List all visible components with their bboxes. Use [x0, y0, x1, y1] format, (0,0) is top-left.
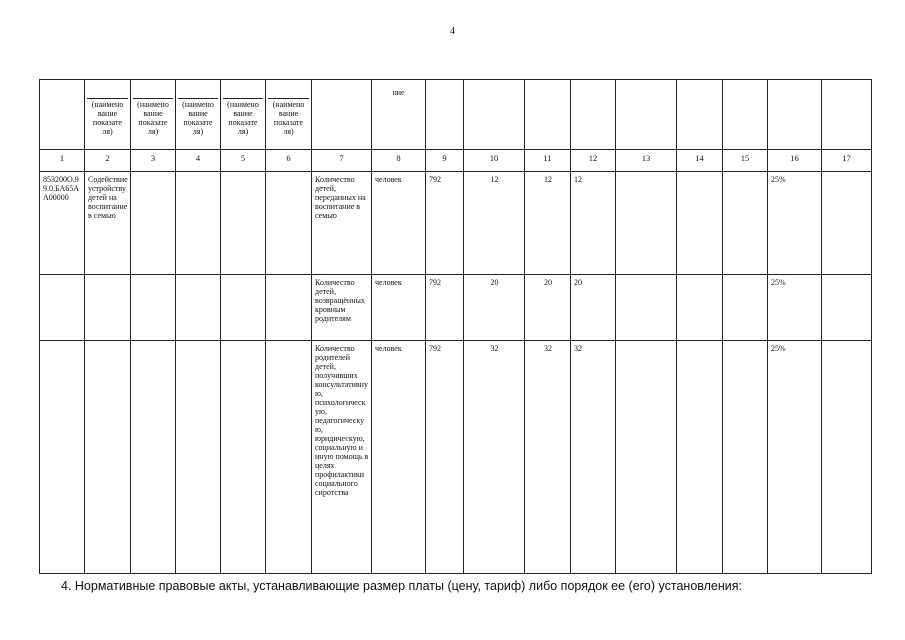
empty-cell — [221, 172, 266, 275]
okei-code: 792 — [426, 341, 464, 574]
unit-name: человек — [372, 275, 426, 341]
registry-code — [40, 341, 85, 574]
value-year-2: 20 — [525, 275, 571, 341]
column-number: 5 — [221, 150, 266, 172]
empty-cell — [266, 341, 312, 574]
header-cell — [266, 80, 312, 150]
header-cell — [176, 80, 221, 150]
empty-cell — [677, 341, 723, 574]
unit-header-tail: ние — [372, 80, 426, 150]
empty-cell — [176, 341, 221, 574]
empty-cell — [221, 341, 266, 574]
indicator-name-caption: (наимено вание показате ля) — [268, 98, 309, 136]
header-cell — [40, 80, 85, 150]
column-number: 16 — [768, 150, 822, 172]
okei-code: 792 — [426, 172, 464, 275]
service-volume-table — [39, 79, 872, 574]
header-row — [40, 80, 872, 150]
header-cell — [768, 80, 822, 150]
page-number: 4 — [450, 26, 455, 37]
empty-cell — [616, 341, 677, 574]
empty-cell — [822, 341, 872, 574]
table-row — [40, 172, 872, 275]
empty-cell — [677, 275, 723, 341]
value-year-1: 20 — [464, 275, 525, 341]
service-name — [85, 275, 131, 341]
unit-name: человек — [372, 341, 426, 574]
empty-cell — [677, 172, 723, 275]
column-number: 13 — [616, 150, 677, 172]
header-cell — [822, 80, 872, 150]
empty-cell — [131, 172, 176, 275]
section-4-heading: 4. Нормативные правовые акты, устанавливающие размер платы (цену, тариф) либо порядок ее (его) установления: — [61, 579, 742, 593]
empty-cell — [822, 275, 872, 341]
column-number: 12 — [571, 150, 616, 172]
value-year-1: 12 — [464, 172, 525, 275]
column-number: 6 — [266, 150, 312, 172]
indicator-name-caption: (наимено вание показате ля) — [133, 98, 173, 136]
allowed-deviation: 25% — [768, 172, 822, 275]
registry-code: 853200О.99.0.БА65АА00000 — [40, 172, 85, 275]
column-number: 10 — [464, 150, 525, 172]
service-name — [85, 341, 131, 574]
indicator-name: Количество детей, переданных на воспитание в семью — [312, 172, 372, 275]
indicator-name-caption: (наимено вание показате ля) — [87, 98, 128, 136]
empty-cell — [616, 275, 677, 341]
value-year-2: 32 — [525, 341, 571, 574]
allowed-deviation: 25% — [768, 275, 822, 341]
column-number: 17 — [822, 150, 872, 172]
column-number: 11 — [525, 150, 571, 172]
indicator-name-caption: (наимено вание показате ля) — [223, 98, 263, 136]
indicator-name: Количество родителей детей, получивших консультативную, психологическую, педагогическую, юридическую, социальную и иную помощь в целях профилактики социального сиротства — [312, 341, 372, 574]
empty-cell — [221, 275, 266, 341]
header-cell — [677, 80, 723, 150]
table-row — [40, 275, 872, 341]
table-row — [40, 341, 872, 574]
value-year-1: 32 — [464, 341, 525, 574]
empty-cell — [822, 172, 872, 275]
header-cell — [616, 80, 677, 150]
empty-cell — [176, 172, 221, 275]
header-cell — [221, 80, 266, 150]
empty-cell — [266, 275, 312, 341]
header-cell — [131, 80, 176, 150]
empty-cell — [616, 172, 677, 275]
column-number: 2 — [85, 150, 131, 172]
column-number: 1 — [40, 150, 85, 172]
empty-cell — [723, 341, 768, 574]
header-cell — [525, 80, 571, 150]
column-number: 15 — [723, 150, 768, 172]
column-number: 9 — [426, 150, 464, 172]
column-number: 14 — [677, 150, 723, 172]
empty-cell — [723, 172, 768, 275]
indicator-name: Количество детей, возвращённых кровным родителям — [312, 275, 372, 341]
service-name: Содействие устройству детей на воспитание в семью — [85, 172, 131, 275]
header-cell — [464, 80, 525, 150]
empty-cell — [131, 341, 176, 574]
value-year-3: 12 — [571, 172, 616, 275]
allowed-deviation: 25% — [768, 341, 822, 574]
value-year-3: 20 — [571, 275, 616, 341]
okei-code: 792 — [426, 275, 464, 341]
header-cell — [571, 80, 616, 150]
empty-cell — [131, 275, 176, 341]
empty-cell — [723, 275, 768, 341]
header-cell — [723, 80, 768, 150]
column-number: 4 — [176, 150, 221, 172]
empty-cell — [176, 275, 221, 341]
header-cell — [312, 80, 372, 150]
column-number: 3 — [131, 150, 176, 172]
header-cell — [426, 80, 464, 150]
value-year-2: 12 — [525, 172, 571, 275]
column-number: 7 — [312, 150, 372, 172]
column-number: 8 — [372, 150, 426, 172]
indicator-name-caption: (наимено вание показате ля) — [178, 98, 218, 136]
empty-cell — [266, 172, 312, 275]
registry-code — [40, 275, 85, 341]
header-cell — [85, 80, 131, 150]
column-number-row — [40, 150, 872, 172]
unit-name: человек — [372, 172, 426, 275]
value-year-3: 32 — [571, 341, 616, 574]
